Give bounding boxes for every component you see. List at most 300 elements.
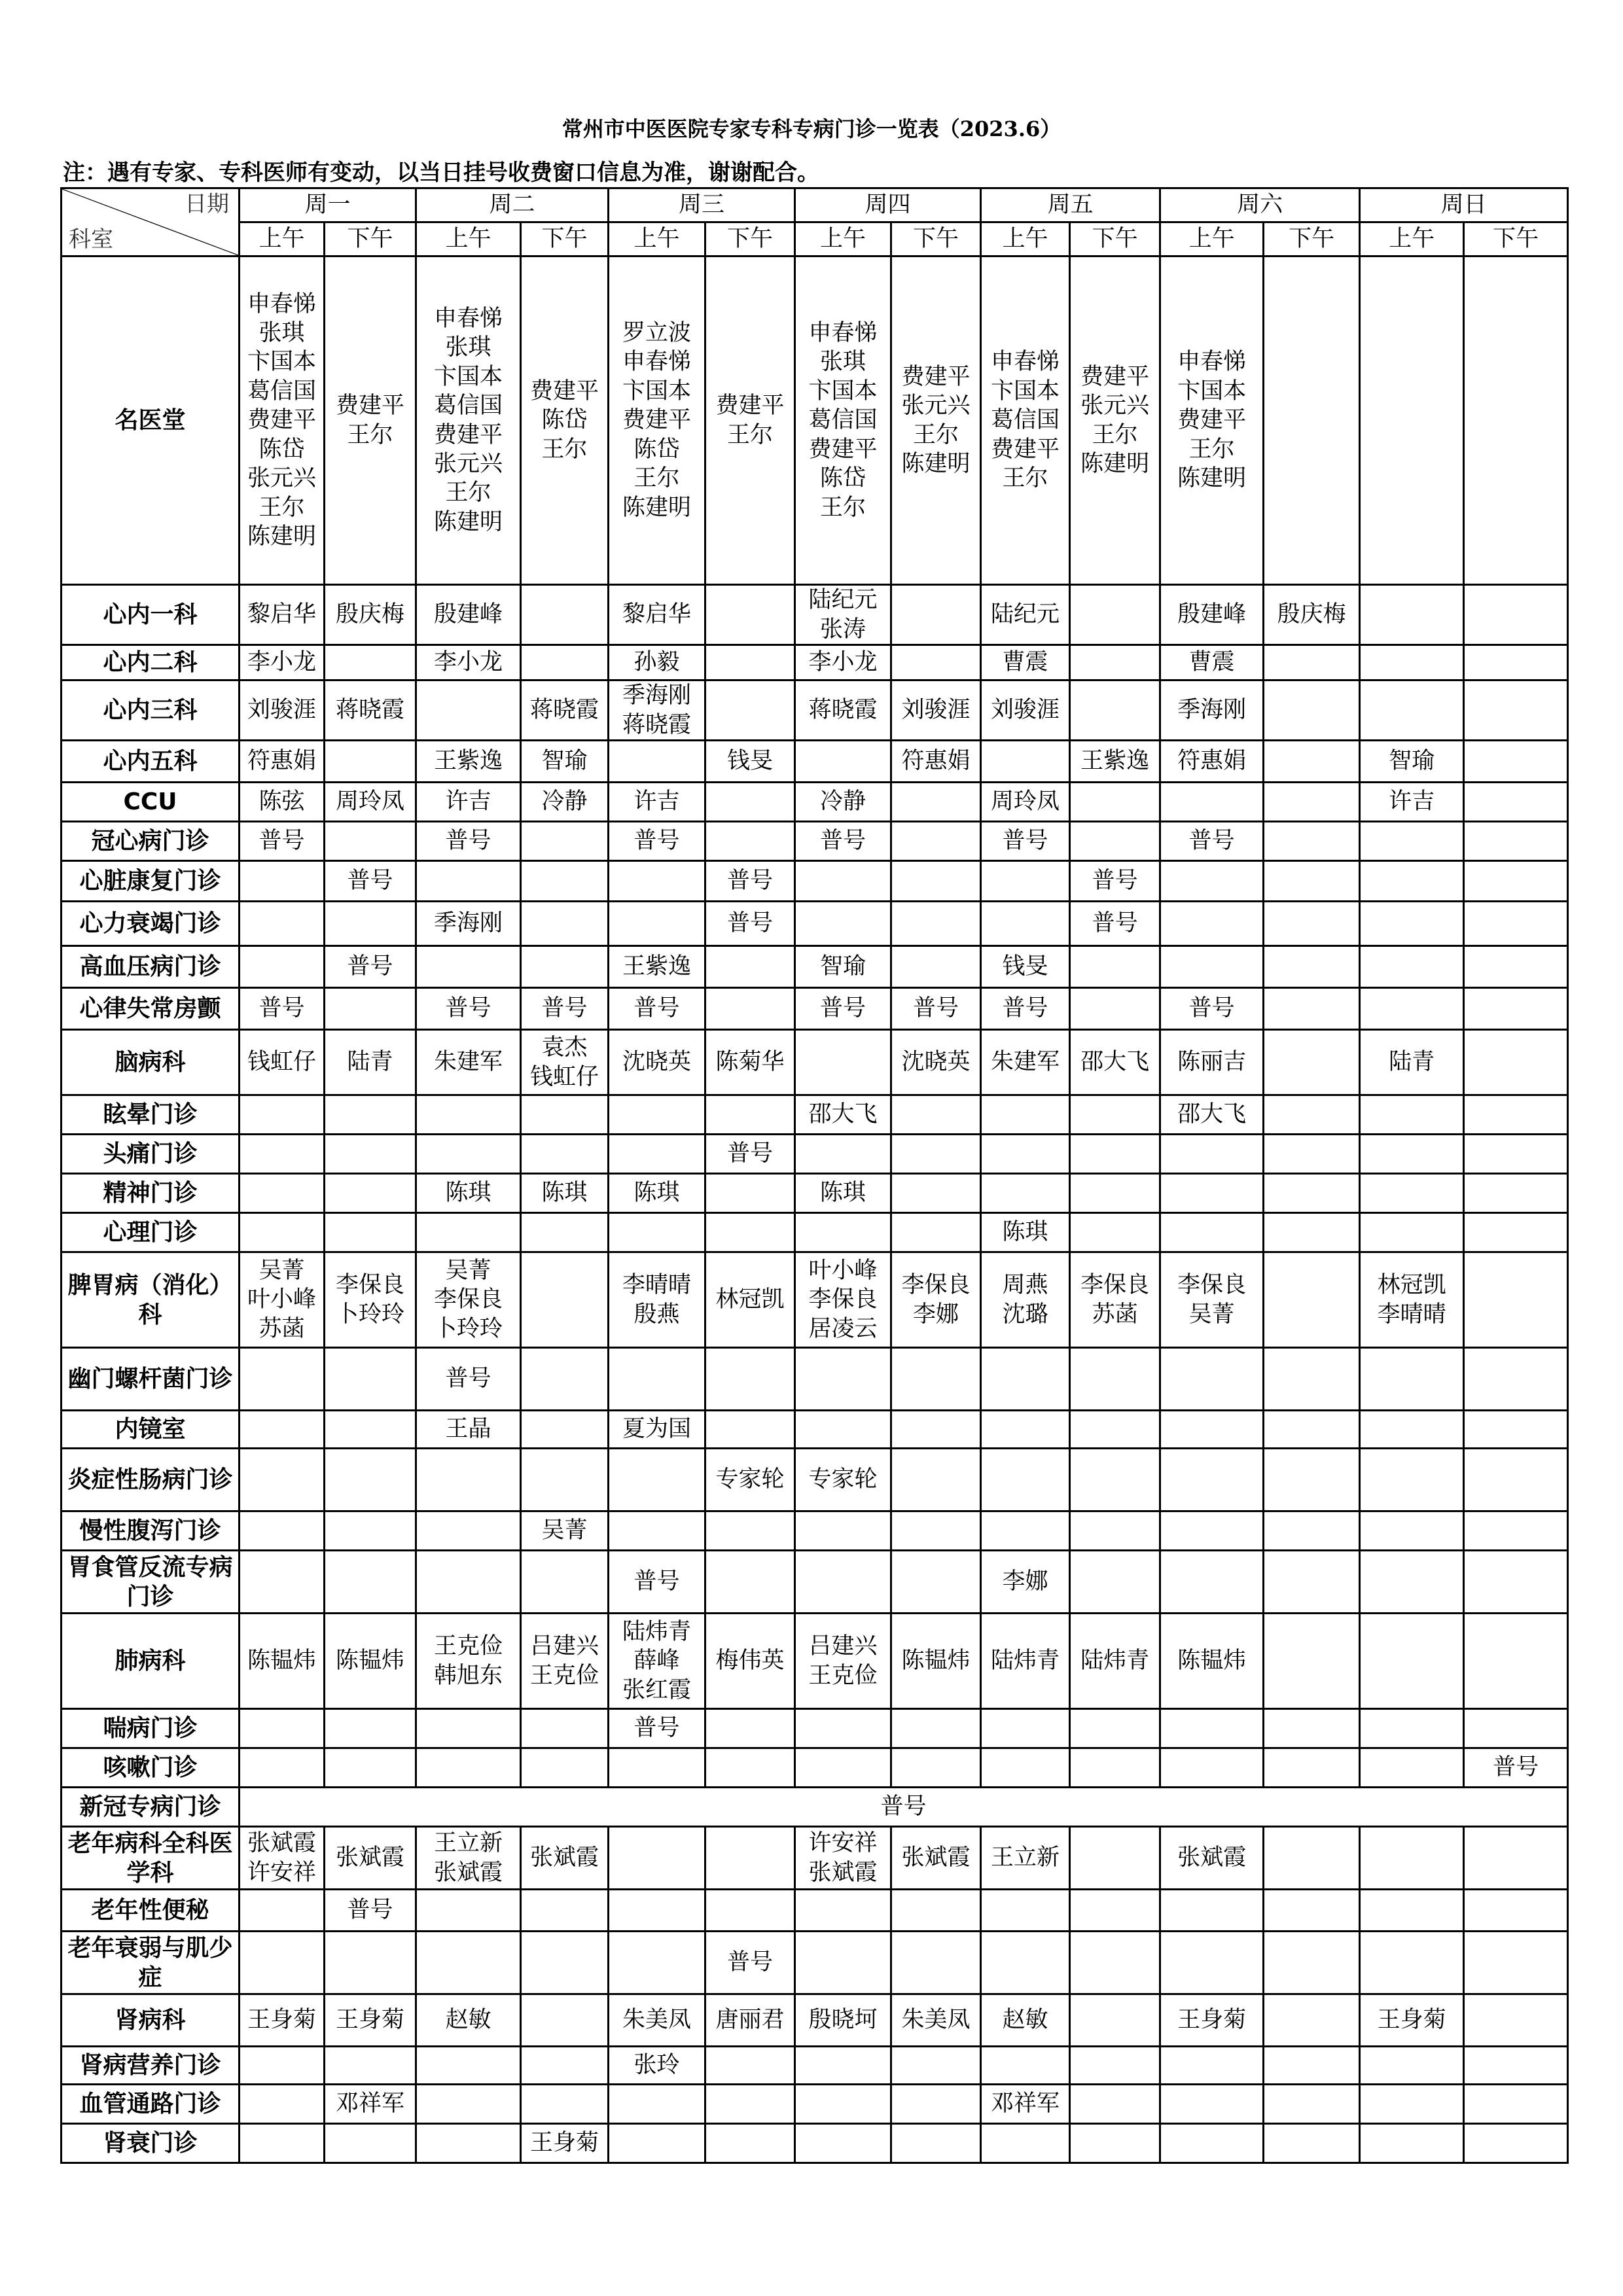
- doctor-name: 周玲凤: [336, 788, 405, 815]
- doctor-cell: [325, 822, 416, 861]
- table-row: [62, 1709, 1568, 1748]
- doctor-cell: [240, 1511, 325, 1551]
- doctor-cell: [521, 1252, 609, 1348]
- doctor-cell: [325, 861, 416, 902]
- table-row: [62, 645, 1568, 680]
- doctor-cell: [1070, 946, 1160, 988]
- doctor-name: 申春悌: [1177, 349, 1247, 376]
- doctor-name: 李晴晴: [1377, 1301, 1446, 1328]
- doctor-cell: [1360, 1213, 1464, 1252]
- am-header: 上午: [1160, 222, 1264, 256]
- doctor-name: 季海刚: [622, 682, 692, 709]
- doctor-cell: [891, 1252, 981, 1348]
- doctor-cell: [1264, 1174, 1360, 1213]
- doctor-cell: [1464, 680, 1568, 741]
- doctor-name: 周玲凤: [991, 788, 1060, 815]
- doctor-name: 刘骏涯: [247, 697, 316, 724]
- doctor-cell: [705, 741, 795, 783]
- doctor-cell: [705, 1348, 795, 1411]
- doctor-cell: [416, 822, 521, 861]
- doctor-cell: [1160, 1551, 1264, 1614]
- doctor-cell: [240, 822, 325, 861]
- doctor-cell: [705, 680, 795, 741]
- doctor-cell: [705, 946, 795, 988]
- doctor-cell: [891, 1994, 981, 2047]
- doctor-name: 专家轮: [808, 1466, 878, 1493]
- doctor-name: 普号: [347, 868, 393, 894]
- header-corner-cell: [62, 188, 240, 256]
- doctor-cell: [1264, 1994, 1360, 2047]
- am-header: 上午: [1360, 222, 1464, 256]
- doctor-cell: [705, 1411, 795, 1449]
- doctor-name: 王身菊: [1177, 2007, 1247, 2034]
- doctor-cell: [1464, 256, 1568, 585]
- doctor-cell: [981, 1551, 1070, 1614]
- doctor-name: 普号: [633, 995, 680, 1022]
- doctor-cell: [1360, 2047, 1464, 2085]
- doctor-cell: [891, 2124, 981, 2163]
- doctor-cell: [981, 680, 1070, 741]
- doctor-name: 苏菡: [1092, 1301, 1138, 1328]
- doctor-cell: [795, 585, 891, 645]
- doctor-name: 陈韫炜: [336, 1648, 405, 1674]
- doctor-cell: [609, 2047, 705, 2085]
- doctor-cell: [981, 783, 1070, 822]
- pm-header: 下午: [1464, 222, 1568, 256]
- doctor-cell: [891, 1748, 981, 1788]
- doctor-cell: [1464, 1932, 1568, 1994]
- doctor-cell: [240, 1994, 325, 2047]
- doctor-cell: [795, 645, 891, 680]
- doctor-cell: [795, 1135, 891, 1174]
- doctor-cell: [795, 988, 891, 1030]
- doctor-cell: [325, 741, 416, 783]
- doctor-cell: [1160, 988, 1264, 1030]
- doctor-cell: [1264, 988, 1360, 1030]
- doctor-cell: [795, 1709, 891, 1748]
- doctor-cell: [1464, 2085, 1568, 2124]
- doctor-cell: [240, 1709, 325, 1748]
- doctor-cell: [240, 680, 325, 741]
- doctor-cell: [240, 1449, 325, 1511]
- doctor-name: 符惠娟: [901, 748, 971, 775]
- doctor-cell: [1070, 1511, 1160, 1551]
- doctor-cell: [1160, 1748, 1264, 1788]
- doctor-cell: [1070, 1994, 1160, 2047]
- doctor-name: 罗立波: [622, 319, 692, 346]
- day-header: 周一: [240, 188, 416, 222]
- doctor-cell: [521, 1135, 609, 1174]
- doctor-cell: [521, 861, 609, 902]
- doctor-cell: [240, 741, 325, 783]
- am-header: 上午: [609, 222, 705, 256]
- doctor-cell: [1070, 1551, 1160, 1614]
- doctor-cell: [1264, 1095, 1360, 1135]
- notice-text: 注：遇有专家、专科医师有变动，以当日挂号收费窗口信息为准，谢谢配合。: [63, 160, 819, 186]
- doctor-cell: [609, 1095, 705, 1135]
- department-name: 咳嗽门诊: [62, 1748, 240, 1788]
- doctor-name: 许吉: [445, 788, 491, 815]
- doctor-name: 费建平: [434, 421, 503, 448]
- doctor-cell: [981, 1614, 1070, 1709]
- doctor-cell: [416, 1994, 521, 2047]
- doctor-cell: [891, 988, 981, 1030]
- doctor-name: 钱虹仔: [530, 1063, 599, 1090]
- doctor-name: 王尔: [347, 421, 393, 448]
- doctor-cell: [416, 1174, 521, 1213]
- department-name: 心理门诊: [62, 1213, 240, 1252]
- doctor-cell: [609, 1511, 705, 1551]
- doctor-cell: [1160, 680, 1264, 741]
- doctor-name: 季海刚: [1177, 697, 1247, 724]
- doctor-name: 王紫逸: [622, 953, 692, 980]
- doctor-cell: [325, 988, 416, 1030]
- department-name: 脾胃病（消化）科: [62, 1252, 240, 1348]
- doctor-cell: [795, 2124, 891, 2163]
- doctor-name: 陆炜青: [991, 1648, 1060, 1674]
- table-row: [62, 1213, 1568, 1252]
- doctor-cell: [795, 861, 891, 902]
- doctor-cell: [1360, 256, 1464, 585]
- doctor-name: 邓祥军: [336, 2091, 405, 2117]
- doctor-name: 陈建明: [247, 523, 316, 550]
- doctor-cell: [1070, 1135, 1160, 1174]
- doctor-cell: [325, 585, 416, 645]
- doctor-cell: [981, 1890, 1070, 1932]
- doctor-name: 张红霞: [622, 1676, 692, 1703]
- doctor-cell: [521, 1827, 609, 1890]
- doctor-name: 邓祥军: [991, 2091, 1060, 2117]
- pm-header: 下午: [891, 222, 981, 256]
- doctor-name: 李晴晴: [622, 1272, 692, 1299]
- department-name: 新冠专病门诊: [62, 1788, 240, 1827]
- doctor-name: 普号: [820, 995, 866, 1022]
- doctor-cell: [1464, 1511, 1568, 1551]
- doctor-cell: [795, 1511, 891, 1551]
- doctor-name: 陈建明: [434, 508, 503, 535]
- doctor-name: 陈岱: [820, 465, 866, 492]
- doctor-name: 邵大飞: [808, 1101, 878, 1128]
- doctor-name: 李娜: [1002, 1568, 1048, 1595]
- doctor-name: 陈建明: [622, 494, 692, 521]
- doctor-name: 普号: [1092, 868, 1138, 894]
- doctor-cell: [325, 1252, 416, 1348]
- doctor-name: 智瑜: [1389, 748, 1435, 775]
- table-row: [62, 741, 1568, 783]
- doctor-cell: [891, 1827, 981, 1890]
- doctor-cell: [1160, 1994, 1264, 2047]
- doctor-cell: [705, 1135, 795, 1174]
- doctor-cell: [609, 902, 705, 946]
- doctor-cell: [416, 2085, 521, 2124]
- department-name: 内镜室: [62, 1411, 240, 1449]
- doctor-name: 张琪: [445, 334, 491, 361]
- doctor-cell: [1160, 1252, 1264, 1348]
- doctor-name: 陈菊华: [715, 1049, 785, 1076]
- doctor-cell: [1160, 1449, 1264, 1511]
- doctor-name: 唐丽君: [715, 2007, 785, 2034]
- doctor-cell: [521, 1095, 609, 1135]
- day-header: 周三: [609, 188, 795, 222]
- department-name: 肺病科: [62, 1614, 240, 1709]
- doctor-name: 陈弦: [259, 788, 305, 815]
- doctor-cell: [891, 645, 981, 680]
- doctor-name: 申春悌: [991, 349, 1060, 376]
- doctor-name: 陆纪元: [808, 587, 878, 614]
- doctor-cell: [1264, 1252, 1360, 1348]
- doctor-cell: [981, 2085, 1070, 2124]
- doctor-name: 卞国本: [808, 378, 878, 404]
- doctor-cell: [521, 783, 609, 822]
- doctor-name: 王尔: [541, 436, 588, 463]
- doctor-cell: [609, 1411, 705, 1449]
- doctor-cell: [325, 1890, 416, 1932]
- doctor-cell: [521, 1449, 609, 1511]
- doctor-cell: [240, 783, 325, 822]
- doctor-name: 费建平: [247, 407, 316, 434]
- doctor-cell: [521, 1411, 609, 1449]
- doctor-name: 王尔: [259, 494, 305, 521]
- doctor-name: 朱建军: [991, 1049, 1060, 1076]
- doctor-cell: [981, 1932, 1070, 1994]
- doctor-cell: [891, 822, 981, 861]
- doctor-cell: [1070, 1614, 1160, 1709]
- doctor-cell: [521, 1709, 609, 1748]
- doctor-cell: [1360, 1551, 1464, 1614]
- department-name: 幽门螺杆菌门诊: [62, 1348, 240, 1411]
- doctor-cell: [609, 1348, 705, 1411]
- doctor-cell: [1070, 1213, 1160, 1252]
- doctor-name: 陈琪: [541, 1180, 588, 1207]
- doctor-name: 普号: [727, 868, 774, 894]
- doctor-name: 陈建明: [1177, 465, 1247, 492]
- doctor-cell: [891, 1551, 981, 1614]
- doctor-cell: [1360, 988, 1464, 1030]
- table-row: [62, 1348, 1568, 1411]
- doctor-name: 陆炜青: [1080, 1648, 1150, 1674]
- doctor-cell: [609, 1614, 705, 1709]
- doctor-name: 卞国本: [1177, 378, 1247, 404]
- doctor-cell: [1070, 585, 1160, 645]
- doctor-cell: [795, 1449, 891, 1511]
- doctor-cell: [1360, 1449, 1464, 1511]
- doctor-cell: [1464, 645, 1568, 680]
- doctor-cell: [1264, 1135, 1360, 1174]
- doctor-name: 李保良: [336, 1272, 405, 1299]
- department-name: CCU: [62, 783, 240, 822]
- doctor-cell: [1360, 1748, 1464, 1788]
- doctor-cell: [795, 256, 891, 585]
- doctor-name: 普号: [445, 828, 491, 855]
- doctor-cell: [705, 2085, 795, 2124]
- doctor-cell: [325, 1135, 416, 1174]
- doctor-name: 王立新: [434, 1830, 503, 1857]
- doctor-cell: [1360, 1411, 1464, 1449]
- doctor-cell: [609, 1890, 705, 1932]
- doctor-cell: [1264, 256, 1360, 585]
- doctor-cell: [981, 741, 1070, 783]
- doctor-cell: [240, 1348, 325, 1411]
- doctor-cell: [1160, 2085, 1264, 2124]
- doctor-cell: [1360, 1348, 1464, 1411]
- doctor-cell: [891, 1449, 981, 1511]
- doctor-cell: [1070, 1411, 1160, 1449]
- doctor-cell: [609, 861, 705, 902]
- department-name: 心力衰竭门诊: [62, 902, 240, 946]
- doctor-cell: [981, 1135, 1070, 1174]
- doctor-cell: [1464, 1748, 1568, 1788]
- department-name: 老年性便秘: [62, 1890, 240, 1932]
- doctor-name: 张元兴: [1080, 393, 1150, 419]
- doctor-cell: [1070, 822, 1160, 861]
- doctor-cell: [1160, 1614, 1264, 1709]
- doctor-cell: [416, 1511, 521, 1551]
- doctor-cell: [240, 585, 325, 645]
- doctor-cell: [1160, 1348, 1264, 1411]
- doctor-cell: [325, 1614, 416, 1709]
- doctor-name: 吴菁: [541, 1517, 588, 1544]
- doctor-cell: [981, 1411, 1070, 1449]
- doctor-name: 李保良: [1177, 1272, 1247, 1299]
- doctor-cell: [521, 1748, 609, 1788]
- doctor-cell: [1160, 1411, 1264, 1449]
- doctor-cell: [795, 2047, 891, 2085]
- schedule-table: [60, 187, 1569, 2164]
- doctor-name: 王尔: [913, 421, 959, 448]
- table-row: [62, 1174, 1568, 1213]
- doctor-cell: [981, 1709, 1070, 1748]
- doctor-cell: [1464, 902, 1568, 946]
- doctor-cell: [1464, 1827, 1568, 1890]
- doctor-cell: [981, 2047, 1070, 2085]
- doctor-cell: [1070, 680, 1160, 741]
- doctor-name: 普号: [820, 828, 866, 855]
- doctor-cell: [521, 645, 609, 680]
- doctor-cell: [416, 902, 521, 946]
- doctor-name: 赵敏: [445, 2007, 491, 2034]
- doctor-cell: [1070, 741, 1160, 783]
- doctor-cell: [981, 1511, 1070, 1551]
- doctor-name: 沈璐: [1002, 1301, 1048, 1328]
- doctor-name: 陈韫炜: [901, 1648, 971, 1674]
- doctor-cell: [891, 1213, 981, 1252]
- doctor-cell: [705, 585, 795, 645]
- doctor-cell: [325, 1174, 416, 1213]
- doctor-cell: [416, 1411, 521, 1449]
- doctor-name: 费建平: [1177, 407, 1247, 434]
- table-row: [62, 902, 1568, 946]
- doctor-cell: [609, 988, 705, 1030]
- doctor-cell: [1464, 1348, 1568, 1411]
- doctor-cell: [705, 2124, 795, 2163]
- doctor-name: 王紫逸: [1080, 748, 1150, 775]
- doctor-cell: [981, 256, 1070, 585]
- doctor-name: 蒋晓霞: [622, 711, 692, 738]
- doctor-cell: [795, 1213, 891, 1252]
- doctor-cell: [1070, 1890, 1160, 1932]
- doctor-cell: [705, 1213, 795, 1252]
- doctor-cell: [521, 1932, 609, 1994]
- doctor-cell: [1464, 2047, 1568, 2085]
- doctor-cell: [1360, 1932, 1464, 1994]
- doctor-cell: [795, 680, 891, 741]
- doctor-name: 普号: [727, 1140, 774, 1167]
- doctor-name: 卞国本: [247, 349, 316, 376]
- doctor-cell: [1160, 861, 1264, 902]
- doctor-cell: [1160, 1213, 1264, 1252]
- doctor-cell: [795, 1348, 891, 1411]
- doctor-cell: [240, 1411, 325, 1449]
- doctor-cell: [416, 1614, 521, 1709]
- doctor-cell: [1360, 946, 1464, 988]
- doctor-cell: [705, 861, 795, 902]
- doctor-name: 王身菊: [530, 2130, 599, 2157]
- doctor-name: 吴菁: [445, 1257, 491, 1284]
- doctor-cell: [416, 1095, 521, 1135]
- doctor-cell: [1264, 1827, 1360, 1890]
- doctor-cell: [705, 988, 795, 1030]
- doctor-cell: [1360, 1511, 1464, 1551]
- doctor-cell: [240, 1551, 325, 1614]
- doctor-cell: [1070, 2085, 1160, 2124]
- doctor-cell: [705, 1551, 795, 1614]
- department-name: 心脏康复门诊: [62, 861, 240, 902]
- doctor-name: 苏菡: [259, 1315, 305, 1342]
- doctor-cell: [1360, 1827, 1464, 1890]
- doctor-name: 张元兴: [901, 393, 971, 419]
- doctor-cell: [1360, 741, 1464, 783]
- doctor-cell: [240, 1614, 325, 1709]
- table-row: [62, 256, 1568, 585]
- doctor-cell: [1160, 1827, 1264, 1890]
- schedule-body: [62, 188, 1568, 2163]
- doctor-cell: [891, 1932, 981, 1994]
- doctor-name: 沈晓英: [622, 1049, 692, 1076]
- doctor-name: 陆炜青: [622, 1618, 692, 1645]
- am-header: 上午: [416, 222, 521, 256]
- department-name: 胃食管反流专病门诊: [62, 1551, 240, 1614]
- doctor-cell: [1070, 1030, 1160, 1095]
- table-row: [62, 1748, 1568, 1788]
- doctor-name: 王身菊: [1377, 2007, 1446, 2034]
- doctor-cell: [891, 1348, 981, 1411]
- doctor-cell: [240, 1174, 325, 1213]
- department-name: 老年病科全科医学科: [62, 1827, 240, 1890]
- doctor-name: 冷静: [541, 788, 588, 815]
- doctor-cell: [609, 946, 705, 988]
- doctor-cell: [240, 1135, 325, 1174]
- doctor-name: 钱虹仔: [247, 1049, 316, 1076]
- department-name: 脑病科: [62, 1030, 240, 1095]
- doctor-name: 陈琪: [445, 1180, 491, 1207]
- doctor-cell: [1264, 1411, 1360, 1449]
- doctor-name: 季海刚: [434, 910, 503, 937]
- doctor-cell: [1264, 1709, 1360, 1748]
- doctor-cell: [1160, 946, 1264, 988]
- doctor-name: 李小龙: [434, 649, 503, 676]
- department-name: 精神门诊: [62, 1174, 240, 1213]
- table-row: [62, 1135, 1568, 1174]
- doctor-cell: [1070, 2124, 1160, 2163]
- doctor-cell: [416, 645, 521, 680]
- department-name: 炎症性肠病门诊: [62, 1449, 240, 1511]
- doctor-name: 陈建明: [901, 450, 971, 477]
- doctor-name: 张玲: [633, 2052, 680, 2079]
- doctor-name: 卞国本: [991, 378, 1060, 404]
- doctor-cell: [521, 741, 609, 783]
- doctor-cell: [1070, 902, 1160, 946]
- doctor-cell: [1360, 1174, 1464, 1213]
